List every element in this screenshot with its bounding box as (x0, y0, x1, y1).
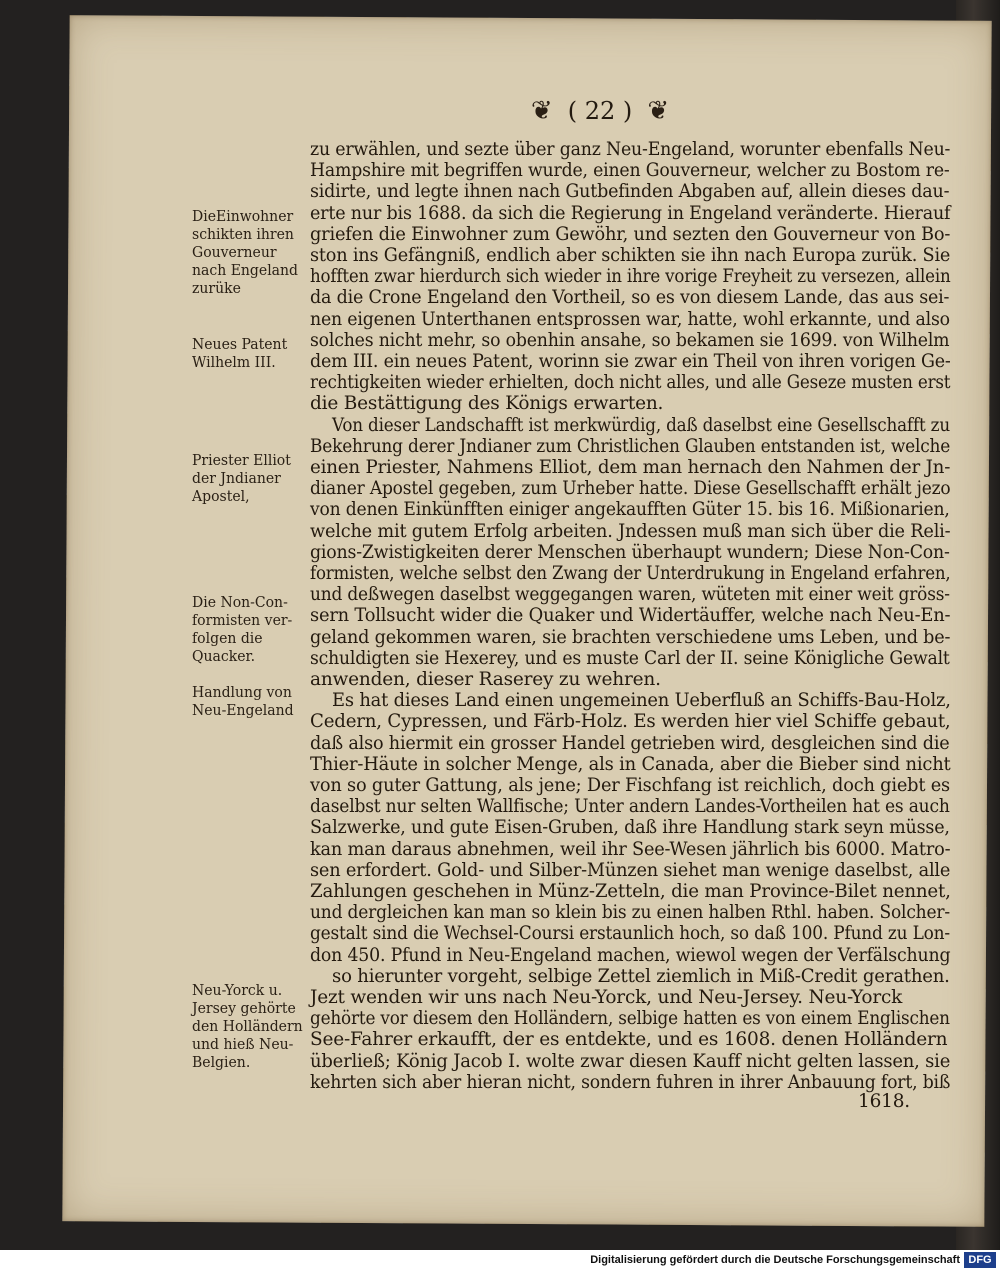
marginal-line: Handlung von (192, 685, 292, 701)
marginal-line: Jersey gehörte (192, 1001, 296, 1017)
text-line: und dergleichen kan man so klein bis zu einen halben Rthl. haben. Solcher- (310, 902, 950, 924)
text-line: dianer Apostel gegeben, zum Urheber hatte. Diese Gesellschafft erhält jezo (310, 478, 951, 500)
text-line: formisten, welche selbst den Zwang der Unterdrukung in Engeland erfahren, (310, 563, 951, 584)
text-line: gions-Zwistigkeiten derer Menschen überhaupt wundern; Diese Non-Con- (310, 541, 950, 563)
text-line: nen eigenen Unterthanen entsprossen war, hatte, wohl erkannte, und also (310, 308, 950, 330)
marginal-line: Belgien. (192, 1055, 251, 1071)
text-line: kehrten sich aber hieran nicht, sondern fuhren in ihrer Anbauung fort, biß (310, 1071, 951, 1093)
text-line: sen erfordert. Gold- und Silber-Münzen siehet man wenige daselbst, alle (310, 859, 951, 881)
text-line: sidirte, und legte ihnen nach Gutbefinden Abgaben auf, allein dieses dau- (310, 181, 950, 203)
marginal-line: nach Engeland (192, 263, 299, 279)
marginal-note-neu-yorck (192, 982, 310, 1072)
text-line: ston ins Gefängniß, endlich aber schikten sie ihn nach Europa zurük. Sie (310, 245, 951, 266)
text-line: einen Priester, Nahmens Elliot, dem man hernach den Nahmen der Jn- (310, 457, 951, 478)
text-line: Zahlungen geschehen in Münz-Zetteln, die man Province-Bilet nennet, (310, 881, 951, 902)
text-line: rechtigkeiten wieder erhielten, doch nicht alles, und alle Geseze musten erst (310, 372, 951, 394)
text-line: Thier-Häute in solcher Menge, als in Canada, aber die Bieber sind nicht (310, 753, 951, 775)
text-line: don 450. Pfund in Neu-Engeland machen, wiewol wegen der Verfälschung (310, 944, 951, 966)
marginal-note-elliot (192, 452, 310, 506)
marginal-line: Wilhelm III. (192, 355, 276, 371)
marginal-line: Gouverneur (192, 245, 277, 261)
catchword: 1618. (858, 1091, 910, 1112)
text-line: See-Fahrer erkaufft, der es entdekte, und es 1608. denen Holländern (310, 1029, 948, 1051)
text-line: Cedern, Cypressen, und Färb-Holz. Es werden hier viel Schiffe gebaut, (310, 711, 951, 733)
text-line: und deßwegen daselbst weggegangen waren, wüteten mit einer weit gröss- (310, 584, 950, 606)
dfg-logo: DFG (964, 1252, 996, 1268)
text-line: hofften zwar hierdurch sich wieder in ihre vorige Freyheit zu versezen, allein (310, 266, 951, 288)
text-line: Salzwerke, und gute Eisen-Gruben, daß ihre Handlung stark seyn müsse, (310, 817, 950, 839)
marginal-line: Neu-Engeland (192, 703, 294, 719)
text-line: Jezt wenden wir uns nach Neu-Yorck, und Neu-Jersey. Neu-Yorck (310, 987, 903, 1008)
text-line: Von dieser Landschafft ist merkwürdig, daß daselbst eine Gesellschafft zu (332, 414, 950, 436)
marginal-line: Apostel, (192, 489, 250, 505)
marginal-line: folgen die (192, 631, 263, 647)
page-header (470, 96, 730, 136)
text-line: daselbst nur selten Wallfische; Unter andern Landes-Vortheilen hat es auch (310, 796, 950, 818)
marginal-note-handlung (192, 684, 310, 720)
text-line: dem III. ein neues Patent, worinn sie zwar ein Theil von ihren vorigen Ge- (310, 351, 951, 372)
text-line: Bekehrung derer Jndianer zum Christlichen Glauben entstanden ist, welche (310, 435, 951, 457)
text-line: daß also hiermit ein grosser Handel getrieben wird, desgleichen sind die (310, 732, 950, 754)
text-line: Es hat dieses Land einen ungemeinen Ueberfluß an Schiffs-Bau-Holz, (332, 690, 951, 712)
text-line: geland gekommen waren, sie brachten verschiedene ums Leben, und be- (310, 626, 951, 648)
marginal-line: DieEinwohner (192, 209, 294, 225)
text-line: von so guter Gattung, als jene; Der Fischfang ist reichlich, doch giebt es (310, 775, 950, 796)
marginal-note-nonconformisten (192, 594, 310, 666)
text-line: so hierunter vorgeht, selbige Zettel ziemlich in Miß-Credit gerathen. (332, 965, 950, 987)
text-line: von denen Einkünfften einiger angekaufften Güter 15. bis 16. Mißionarien, (310, 499, 950, 521)
text-line: die Bestättigung des Königs erwarten. (310, 393, 664, 415)
text-line: überließ; König Jacob I. wolte zwar diesen Kauff nicht gelten lassen, sie (310, 1050, 951, 1072)
marginal-note-patent (192, 336, 310, 372)
marginal-line: Neu-Yorck u. (192, 983, 283, 999)
marginal-line: Priester Elliot (192, 453, 291, 469)
text-line: Hampshire mit begriffen wurde, einen Gouverneur, welcher zu Bostom re- (310, 160, 950, 182)
marginal-line: Quacker. (192, 649, 256, 665)
text-line: welche mit gutem Erfolg arbeiten. Jndessen muß man sich über die Reli- (310, 520, 951, 542)
marginal-line: zurüke (192, 281, 241, 297)
marginal-note-einwohner (192, 208, 310, 298)
marginal-line: Die Non-Con- (192, 595, 288, 611)
marginal-line: und hieß Neu- (192, 1037, 294, 1053)
text-line: griefen die Einwohner zum Gewöhr, und sezten den Gouverneur von Bo- (310, 223, 951, 245)
text-line: sern Tollsucht wider die Quaker und Widertäuffer, welche nach Neu-En- (310, 605, 951, 627)
text-line: anwenden, dieser Raserey zu wehren. (310, 669, 661, 690)
marginal-line: formisten ver- (192, 613, 293, 629)
text-line: gestalt sind die Wechsel-Coursi erstaunlich hoch, so daß 100. Pfund zu Lon- (310, 923, 950, 945)
text-line: erte nur bis 1688. da sich die Regierung in Engeland veränderte. Hierauf (310, 202, 951, 224)
ornament-right-icon: ❦ (647, 96, 670, 126)
text-line: solches nicht mehr, so obenhin ansahe, so bekamen sie 1699. von Wilhelm (310, 329, 950, 351)
marginal-line: schikten ihren (192, 227, 294, 243)
page-number: ( 22 ) (567, 97, 633, 125)
digitization-credit: Digitalisierung gefördert durch die Deutsche Forschungsgemeinschaft (590, 1254, 960, 1266)
text-line: kan man daraus abnehmen, weil ihr See-Wesen jährlich bis 6000. Matro- (310, 838, 951, 860)
ornament-left-icon: ❦ (530, 96, 553, 126)
text-line: gehörte vor diesem den Holländern, selbige hatten es von einem Englischen (310, 1008, 950, 1030)
text-line: da die Crone Engeland den Vortheil, so es von diesem Lande, das aus sei- (310, 287, 950, 309)
marginal-line: Neues Patent (192, 337, 288, 353)
text-line: schuldigten sie Hexerey, und es muste Carl der II. seine Königliche Gewalt (310, 647, 950, 669)
marginal-line: den Holländern (192, 1019, 303, 1035)
text-line: zu erwählen, und sezte über ganz Neu-Engeland, worunter ebenfalls Neu- (310, 139, 951, 160)
marginal-line: der Jndianer (192, 471, 281, 487)
